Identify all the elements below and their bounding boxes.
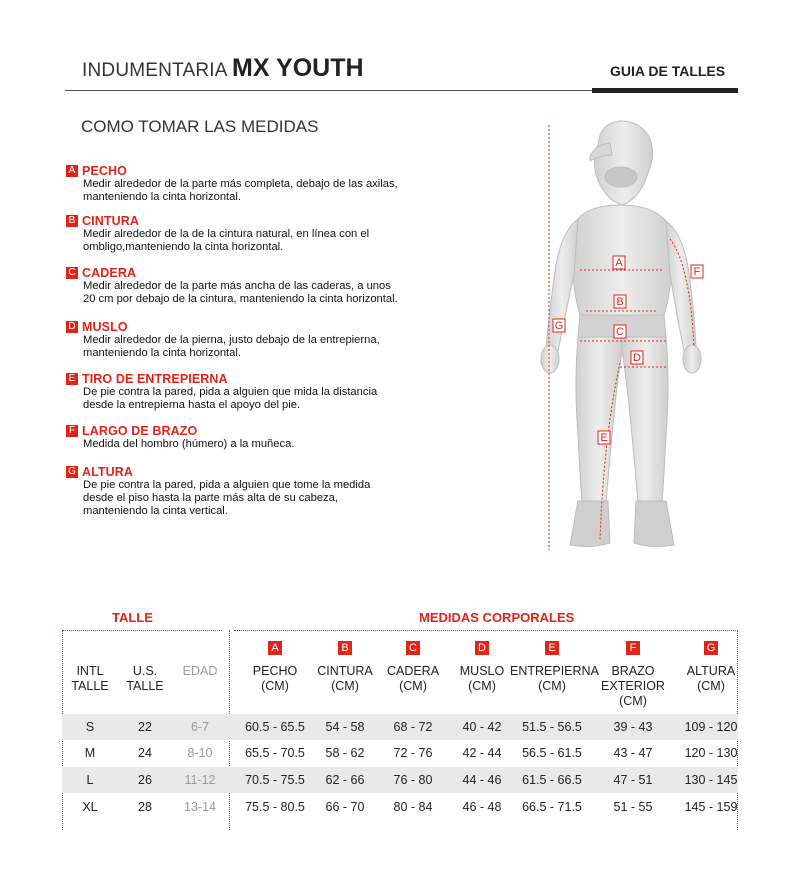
table-cell: 28 [138, 800, 152, 814]
measure-description-line: desde el piso hasta la parte más alta de su cabeza, [83, 492, 338, 504]
measure-name: TIRO DE ENTREPIERNA [82, 372, 228, 386]
table-cell: 58 - 62 [325, 746, 365, 760]
table-cell: 56.5 - 61.5 [522, 746, 582, 760]
col-letter-badge: F [626, 641, 640, 655]
table-cell: 46 - 48 [462, 800, 502, 814]
title-bold: MX YOUTH [232, 54, 364, 82]
measure-heading [66, 266, 406, 280]
measure-col-header-line: PECHO [252, 664, 298, 678]
measure-item-altura [66, 465, 406, 518]
size-col-header-line: TALLE [126, 679, 164, 693]
measure-heading [66, 465, 406, 479]
table-cell: 72 - 76 [393, 746, 433, 760]
measure-name: LARGO DE BRAZO [82, 424, 198, 438]
size-col-header-line: INTL [76, 664, 104, 678]
table-cell: 43 - 47 [613, 746, 653, 760]
table-cell: 68 - 72 [393, 720, 433, 734]
table-cell: 47 - 51 [613, 773, 653, 787]
measure-col-header-line: EXTERIOR [601, 679, 665, 693]
measure-heading [66, 372, 406, 386]
size-col-header [115, 664, 175, 694]
table-cell: 80 - 84 [393, 800, 433, 814]
table-cell: M [84, 746, 96, 760]
measure-heading [66, 424, 406, 438]
fig-badge-f: F [693, 266, 701, 278]
measure-description-line: Medir alrededor de la parte más completa, debajo de las axilas, [83, 178, 398, 190]
table-cell: 66.5 - 71.5 [522, 800, 582, 814]
col-letter-badge: A [268, 641, 282, 655]
title-light: INDUMENTARIA [82, 60, 227, 81]
table-cell: 76 - 80 [393, 773, 433, 787]
measure-name: MUSLO [82, 320, 128, 334]
measure-letter-badge: C [66, 267, 78, 279]
table-cell: 120 - 130 [684, 746, 738, 760]
table-cell: 26 [138, 773, 152, 787]
measure-description-line: 20 cm por debajo de la cintura, manteniendo la cinta horizontal. [83, 293, 398, 305]
fig-badge-e: E [600, 432, 608, 444]
table-cell: 70.5 - 75.5 [245, 773, 305, 787]
fig-badge-b: B [616, 296, 624, 308]
medidas-group-divider [234, 630, 738, 631]
measure-col-header-line: MUSLO [459, 664, 505, 678]
measure-description-line: manteniendo la cinta horizontal. [83, 191, 241, 203]
table-cell: 6-7 [190, 720, 210, 734]
table-group-medidas: MEDIDAS CORPORALES [419, 610, 575, 625]
table-cell: 66 - 70 [325, 800, 365, 814]
table-cell: 61.5 - 66.5 [522, 773, 582, 787]
table-group-talle: TALLE [112, 610, 153, 625]
size-col-header [60, 664, 120, 694]
measure-col-header [591, 664, 675, 709]
table-cell: 42 - 44 [462, 746, 502, 760]
measure-description [83, 228, 406, 254]
size-col-header [170, 664, 230, 679]
measure-description [83, 438, 406, 451]
measure-col-header [510, 664, 599, 694]
table-cell: 130 - 145 [684, 773, 738, 787]
table-cell: 39 - 43 [613, 720, 653, 734]
size-guide-label: GUIA DE TALLES [610, 63, 726, 79]
table-cell: L [86, 773, 94, 787]
col-letter-badge: E [545, 641, 559, 655]
table-cell: 24 [138, 746, 152, 760]
measure-name: ALTURA [82, 465, 134, 479]
measure-description [83, 178, 406, 204]
measure-letter-badge: B [66, 215, 78, 227]
fig-badge-g: G [554, 320, 564, 332]
table-cell: XL [82, 800, 98, 814]
col-letter-badge: C [406, 641, 420, 655]
table-cell: 145 - 159 [684, 800, 738, 814]
measure-letter-badge: G [66, 466, 78, 478]
table-cell: 44 - 46 [462, 773, 502, 787]
table-cell: 65.5 - 70.5 [245, 746, 305, 760]
table-cell: 11-12 [184, 773, 216, 787]
section-subtitle: COMO TOMAR LAS MEDIDAS [81, 117, 319, 136]
header-accent-bar [592, 88, 738, 93]
measure-heading [66, 320, 406, 334]
measure-item-largo-de-brazo [66, 424, 406, 451]
measure-heading [66, 164, 406, 178]
col-letter-badge: G [704, 641, 718, 655]
table-cell: 40 - 42 [462, 720, 502, 734]
measure-col-header-line: BRAZO [611, 664, 655, 678]
measure-item-pecho [66, 164, 406, 204]
col-letter-badge: D [475, 641, 489, 655]
measure-description-line: De pie contra la pared, pida a alguien que tome la medida [83, 479, 371, 491]
measure-col-header-line: (CM) [399, 679, 427, 693]
measure-description-line: Medir alrededor de la pierna, justo debajo de la entrepierna, [83, 334, 380, 346]
measure-description [83, 386, 406, 412]
measure-item-cintura [66, 214, 406, 254]
measure-col-header-line: CINTURA [317, 664, 373, 678]
measure-description-line: Medir alrededor de la de la cintura natural, en línea con el [83, 228, 370, 240]
table-cell: 62 - 66 [325, 773, 365, 787]
measure-col-header [669, 664, 753, 694]
table-cell: 51 - 55 [613, 800, 653, 814]
measure-description-line: manteniendo la cinta horizontal. [83, 347, 241, 359]
measure-name: CADERA [82, 266, 137, 280]
measure-col-header-line: ENTREPIERNA [510, 664, 599, 678]
measure-description-line: ombligo,manteniendo la cinta horizontal. [83, 241, 284, 253]
table-cell: 60.5 - 65.5 [245, 720, 305, 734]
table-cell: 51.5 - 56.5 [522, 720, 582, 734]
col-letter-badge: B [338, 641, 352, 655]
page-title [82, 54, 364, 83]
measure-heading [66, 214, 406, 228]
measure-col-header-line: (CM) [331, 679, 359, 693]
measure-col-header-line: (CM) [261, 679, 289, 693]
measure-item-tiro-de-entrepierna [66, 372, 406, 412]
measure-name: PECHO [82, 164, 127, 178]
measure-letter-badge: A [66, 165, 78, 177]
table-cell: 13-14 [184, 800, 216, 814]
table-cell: 54 - 58 [325, 720, 365, 734]
size-col-header-line: U.S. [132, 664, 158, 678]
size-col-header-line: EDAD [182, 664, 218, 678]
measure-description-line: De pie contra la pared, pida a alguien que mida la distancia [83, 386, 378, 398]
measure-col-header-line: (CM) [538, 679, 566, 693]
measure-col-header-line: ALTURA [686, 664, 736, 678]
table-cell: 75.5 - 80.5 [245, 800, 305, 814]
body-figure [520, 115, 740, 555]
measure-description-line: desde la entrepierna hasta el apoyo del pie. [83, 399, 301, 411]
table-cell: S [85, 720, 95, 734]
measure-description-line: manteniendo la cinta vertical. [83, 505, 228, 517]
fig-badge-d: D [633, 352, 641, 364]
measure-col-header-line: (CM) [468, 679, 496, 693]
fig-badge-a: A [615, 257, 623, 269]
measure-col-header-line: (CM) [619, 694, 647, 708]
measure-description [83, 334, 406, 360]
measure-name: CINTURA [82, 214, 139, 228]
measure-letter-badge: E [66, 373, 78, 385]
talle-group-divider [62, 630, 222, 631]
table-cell: 8-10 [187, 746, 213, 760]
size-col-header-line: TALLE [71, 679, 109, 693]
measure-item-muslo [66, 320, 406, 360]
measure-col-header-line: CADERA [386, 664, 440, 678]
fig-badge-c: C [616, 326, 624, 338]
measure-description-line: Medida del hombro (húmero) a la muñeca. [83, 438, 295, 450]
measure-item-cadera [66, 266, 406, 306]
measure-description-line: Medir alrededor de la parte más ancha de las caderas, a unos [83, 280, 391, 292]
measure-description [83, 280, 406, 306]
measure-description [83, 479, 406, 518]
measure-letter-badge: F [66, 425, 78, 437]
measure-letter-badge: D [66, 321, 78, 333]
table-cell: 22 [138, 720, 152, 734]
table-cell: 109 - 120 [684, 720, 738, 734]
measure-col-header-line: (CM) [697, 679, 725, 693]
